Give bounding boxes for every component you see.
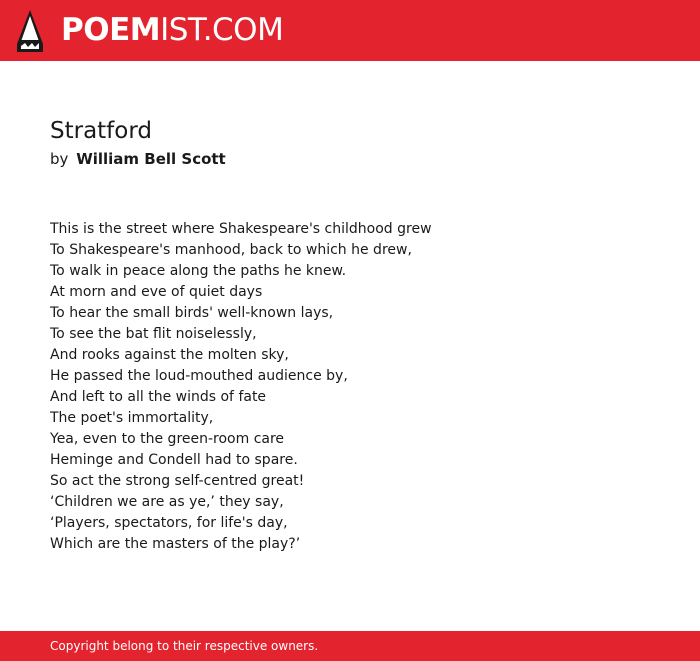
site-header (0, 0, 700, 61)
poem-line: And left to all the winds of fate (50, 389, 267, 405)
poem-line: ‘Players, spectators, for life's day, (50, 515, 288, 531)
poem-line: To see the bat flit noiselessly, (50, 326, 257, 342)
poem-line: Which are the masters of the play?’ (50, 536, 301, 552)
poem-line: He passed the loud-mouthed audience by, (50, 368, 348, 384)
author-name: William Bell Scott (76, 150, 226, 168)
poem-line: Heminge and Condell had to spare. (50, 452, 298, 468)
copyright-text: Copyright belong to their respective owners. (50, 639, 319, 653)
poem-line: To hear the small birds' well-known lays, (50, 305, 334, 321)
poem-line: ‘Children we are as ye,’ they say, (50, 494, 284, 510)
poem-line: This is the street where Shakespeare's childhood grew (50, 221, 432, 237)
poem-line: And rooks against the molten sky, (50, 347, 289, 363)
poem-line: So act the strong self-centred great! (50, 473, 305, 489)
pencil-tip-icon[interactable] (17, 10, 43, 52)
by-label: by (50, 150, 69, 168)
poem-header (50, 117, 670, 169)
poem-title: Stratford (50, 118, 153, 144)
logo-light-text: IST.COM (160, 12, 284, 48)
poem-line: To Shakespeare's manhood, back to which he drew, (50, 242, 412, 258)
poem-line: At morn and eve of quiet days (50, 284, 263, 300)
site-footer (0, 631, 700, 661)
site-logo[interactable] (61, 12, 283, 48)
logo-bold-text: POEM (61, 12, 161, 48)
poem-line: The poet's immortality, (50, 410, 214, 426)
byline (50, 149, 670, 169)
poem-line: To walk in peace along the paths he knew. (50, 263, 347, 279)
poem-line: Yea, even to the green-room care (50, 431, 285, 447)
poem-body (50, 219, 670, 555)
